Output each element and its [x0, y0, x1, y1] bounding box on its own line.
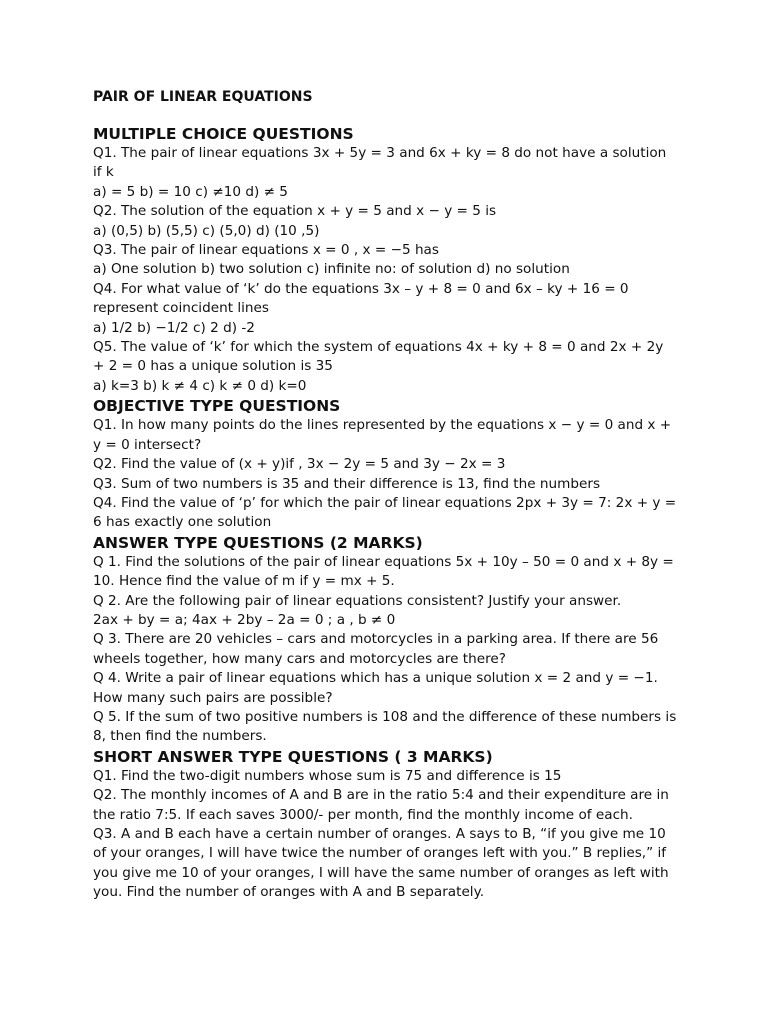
section [93, 396, 678, 532]
question-line: Q 2. Are the following pair of linear equations consistent? Justify your answer. [93, 592, 622, 609]
section [93, 124, 678, 396]
section-heading: ANSWER TYPE QUESTIONS (2 MARKS) [93, 533, 423, 552]
document-title: PAIR OF LINEAR EQUATIONS [93, 89, 313, 105]
question-line: Q 3. There are 20 vehicles – cars and motorcycles in a parking area. If there are 56 wheels together, how many cars and motorcycles are there? [93, 631, 659, 667]
question-line: Q1. Find the two-digit numbers whose sum is 75 and difference is 15 [93, 767, 562, 784]
question-line: a) k=3 b) k ≠ 4 c) k ≠ 0 d) k=0 [93, 377, 307, 394]
section-heading: OBJECTIVE TYPE QUESTIONS [93, 397, 341, 416]
question-line: Q1. The pair of linear equations 3x + 5y = 3 and 6x + ky = 8 do not have a solution if k [93, 145, 667, 181]
question-line: Q 1. Find the solutions of the pair of linear equations 5x + 10y – 50 = 0 and x + 8y = 10. Hence find the value of m if y = mx + 5. [93, 553, 674, 590]
question-line: a) (0,5) b) (5,5) c) (5,0) d) (10 ,5) [93, 222, 320, 239]
question-line: Q1. In how many points do the lines represented by the equations x − y = 0 and x + y = 0 intersect? [93, 417, 672, 453]
question-line: Q3. The pair of linear equations x = 0 , x = −5 has [93, 242, 439, 259]
question-line: a) 1/2 b) −1/2 c) 2 d) -2 [93, 319, 255, 336]
document-page [93, 86, 678, 903]
question-line: Q3. A and B each have a certain number of oranges. A says to B, “if you give me 10 of your oranges, I will have twice the number of oranges left with you.” B replies,” if you give me 10 of your oranges, I will have the same number of oranges as left with you. Find the number of oranges with A and B separately. [93, 826, 669, 901]
question-line: Q4. For what value of ‘k’ do the equations 3x – y + 8 = 0 and 6x – ky + 16 = 0 represent coincident lines [93, 280, 629, 317]
question-line: Q2. The monthly incomes of A and B are in the ratio 5:4 and their expenditure are in the ratio 7:5. If each saves 3000/- per month, find the monthly income of each. [93, 787, 669, 823]
question-line: Q2. The solution of the equation x + y = 5 and x − y = 5 is [93, 203, 497, 220]
section-heading: SHORT ANSWER TYPE QUESTIONS ( 3 MARKS) [93, 747, 493, 766]
question-line: Q 5. If the sum of two positive numbers is 108 and the difference of these numbers is 8, then find the numbers. [93, 708, 677, 745]
question-line: Q2. Find the value of (x + y)if , 3x − 2y = 5 and 3y − 2x = 3 [93, 456, 506, 473]
question-line: Q5. The value of ‘k’ for which the system of equations 4x + ky + 8 = 0 and 2x + 2y + 2 = 0 has a unique solution is 35 [93, 339, 664, 375]
question-line: Q3. Sum of two numbers is 35 and their difference is 13, find the numbers [93, 475, 601, 492]
question-sections [93, 124, 678, 903]
section-heading: MULTIPLE CHOICE QUESTIONS [93, 125, 354, 143]
question-line: Q4. Find the value of ‘p’ for which the pair of linear equations 2px + 3y = 7: 2x + y = 6 has exactly one solution [93, 494, 677, 531]
question-line: 2ax + by = a; 4ax + 2by – 2a = 0 ; a , b ≠ 0 [93, 611, 396, 628]
section [93, 747, 678, 903]
question-line: a) One solution b) two solution c) infinite no: of solution d) no solution [93, 261, 570, 278]
question-line: Q 4. Write a pair of linear equations which has a unique solution x = 2 and y = −1. How many such pairs are possible? [93, 670, 658, 706]
section [93, 533, 678, 747]
question-line: a) = 5 b) = 10 c) ≠10 d) ≠ 5 [93, 183, 288, 200]
